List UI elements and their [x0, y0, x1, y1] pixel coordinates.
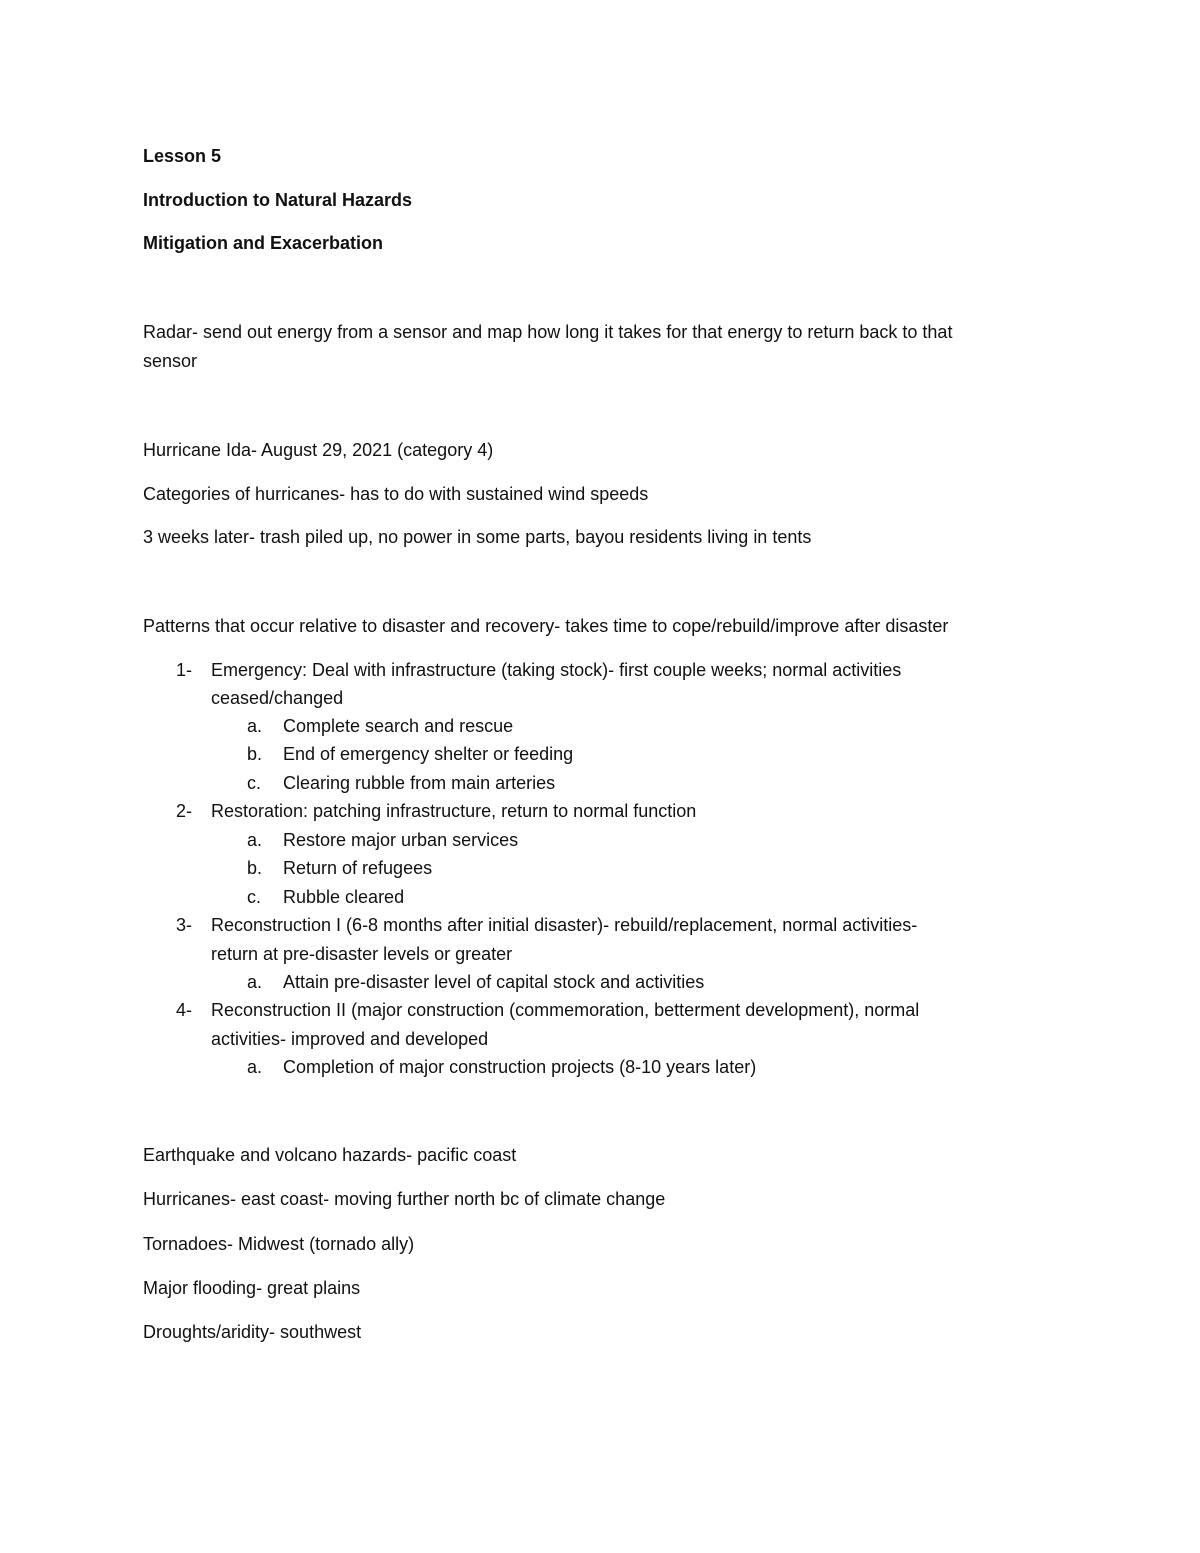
- sub-item: Restore major urban services: [283, 830, 519, 850]
- region-note-hurricanes: Hurricanes- east coast- moving further north bc of climate change: [143, 1189, 666, 1209]
- hurricane-ida-note: Hurricane Ida- August 29, 2021 (category 4): [143, 440, 494, 460]
- sub-letter: a.: [247, 716, 263, 736]
- radar-definition-line-1: Radar- send out energy from a sensor and map how long it takes for that energy to return back to that: [143, 322, 953, 342]
- sub-item: Return of refugees: [283, 858, 433, 878]
- sub-letter: a.: [247, 1057, 263, 1077]
- sub-letter: b.: [247, 858, 263, 878]
- patterns-intro: Patterns that occur relative to disaster and recovery- takes time to cope/rebuild/improve after disaster: [143, 616, 949, 636]
- sub-item: Complete search and rescue: [283, 716, 514, 736]
- sub-letter: c.: [247, 773, 262, 793]
- region-note-tornadoes: Tornadoes- Midwest (tornado ally): [143, 1234, 415, 1254]
- course-title: Introduction to Natural Hazards: [143, 190, 413, 210]
- list-item-emergency-cont: ceased/changed: [211, 688, 344, 708]
- list-number: 1-: [176, 660, 193, 680]
- region-note-earthquake: Earthquake and volcano hazards- pacific coast: [143, 1145, 517, 1165]
- sub-item: Clearing rubble from main arteries: [283, 773, 556, 793]
- sub-item: Completion of major construction projects (8-10 years later): [283, 1057, 757, 1077]
- lesson-number: Lesson 5: [143, 146, 222, 166]
- list-item-reconstruction-1: Reconstruction I (6-8 months after initial disaster)- rebuild/replacement, normal activities-: [211, 915, 918, 935]
- sub-letter: a.: [247, 830, 263, 850]
- radar-definition-line-2: sensor: [143, 351, 198, 371]
- sub-item: Rubble cleared: [283, 887, 405, 907]
- list-item-reconstruction-2: Reconstruction II (major construction (commemoration, betterment development), normal: [211, 1000, 920, 1020]
- list-item-restoration: Restoration: patching infrastructure, return to normal function: [211, 801, 697, 821]
- sub-letter: b.: [247, 744, 263, 764]
- region-note-droughts: Droughts/aridity- southwest: [143, 1322, 362, 1342]
- sub-letter: c.: [247, 887, 262, 907]
- sub-item: Attain pre-disaster level of capital stock and activities: [283, 972, 705, 992]
- three-weeks-later-note: 3 weeks later- trash piled up, no power in some parts, bayou residents living in tents: [143, 527, 812, 547]
- topic-title: Mitigation and Exacerbation: [143, 233, 384, 253]
- sub-item: End of emergency shelter or feeding: [283, 744, 574, 764]
- list-item-reconstruction-1-cont: return at pre-disaster levels or greater: [211, 944, 513, 964]
- list-number: 4-: [176, 1000, 193, 1020]
- list-item-reconstruction-2-cont: activities- improved and developed: [211, 1029, 489, 1049]
- list-number: 3-: [176, 915, 193, 935]
- list-item-emergency: Emergency: Deal with infrastructure (taking stock)- first couple weeks; normal activities: [211, 660, 902, 680]
- sub-letter: a.: [247, 972, 263, 992]
- region-note-flooding: Major flooding- great plains: [143, 1278, 361, 1298]
- list-number: 2-: [176, 801, 193, 821]
- hurricane-categories-note: Categories of hurricanes- has to do with sustained wind speeds: [143, 484, 649, 504]
